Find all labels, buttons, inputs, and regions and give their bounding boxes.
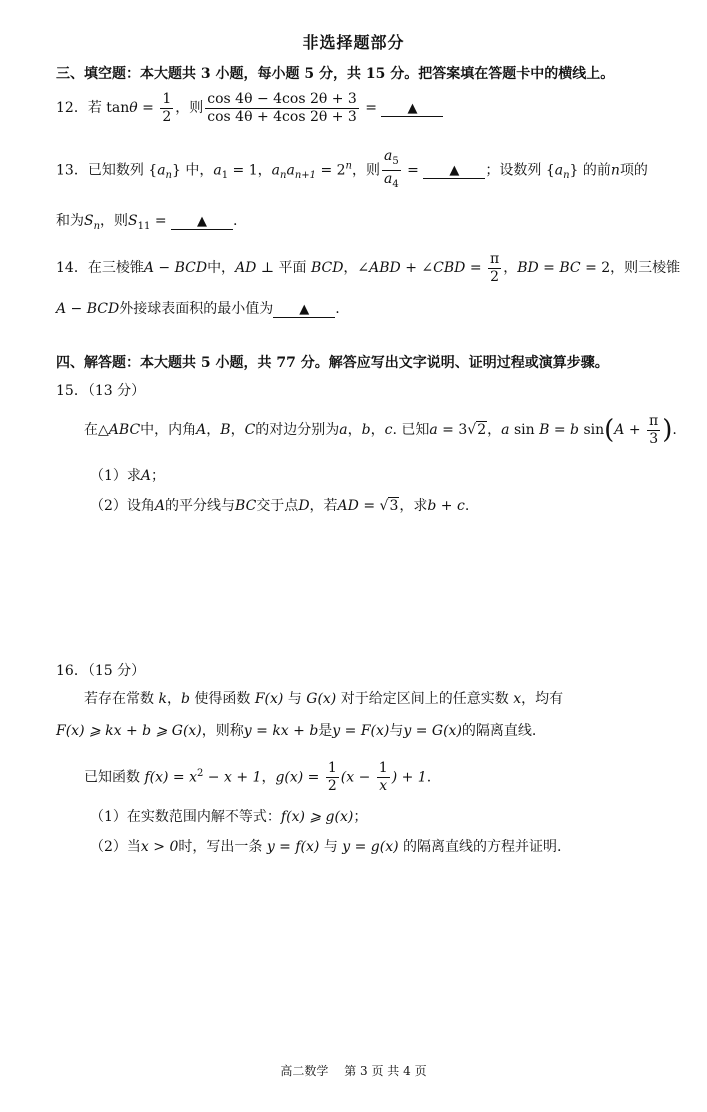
answer-blank-14[interactable] — [273, 302, 335, 318]
question-15-part-1: （1）求A； — [90, 468, 166, 484]
question-16-functions: 已知函数 $f(x) = x^2 - x + 1$，g(x) = $\frac{1}{2}$ (x − $\frac{1}{x}$ ) + 1. — [84, 760, 432, 795]
question-14: 14．在三棱锥A − BCD中，AD ⊥ 平面 BCD，∠ABD + ∠CBD = $\frac{\pi}{2}$ ，BD = BC = 2，则三棱锥 — [56, 250, 681, 285]
question-15-number: 15．（13 分） — [56, 383, 146, 399]
question-13: 13．已知数列 $\{a_n\}$ 中，$a_1 = 1$，$a_na_{n+1} = 2^n$，则 $\frac{a_5}{a_4}$ = ▲ ；设数列 $\{a_n\}$ 的前n项的 — [56, 148, 648, 193]
fraction-one-over-x: $\frac{1}{x}$ — [378, 760, 388, 795]
question-16-line-1: 若存在常数 k，b 使得函数 F(x) 与 G(x) 对于给定区间上的任意实数 x，均有 — [84, 691, 564, 707]
page-footer: 高二数学 第 3 页 共 4 页 — [280, 1064, 427, 1078]
answer-blank-13b[interactable] — [171, 214, 233, 230]
question-16-part-1: （1）在实数范围内解不等式：f(x) ⩾ g(x)； — [90, 809, 368, 825]
sqrt-sign: √ — [379, 498, 389, 514]
left-paren: ( — [604, 415, 615, 445]
section-3-title: 三、填空题：本大题共 3 小题，每小题 5 分，共 15 分。把答案填在答题卡中的横线上。 — [56, 66, 615, 82]
section-4-title: 四、解答题：本大题共 5 小题，共 77 分。解答应写出文字说明、证明过程或演算步骤。 — [56, 355, 609, 371]
triangle-icon: ▲ — [449, 163, 460, 179]
fraction-a5-a4: $\frac{a_5}{a_4}$ — [384, 148, 399, 190]
question-16-number: 16．（15 分） — [56, 663, 146, 679]
sqrt-sign: √ — [467, 422, 477, 438]
answer-blank-12[interactable] — [381, 101, 443, 117]
triangle-icon: ▲ — [299, 302, 310, 317]
question-13-line-2: 和为$S_n$，则$S_{11}$ = ▲ . — [56, 213, 238, 232]
question-16-line-2: F(x) ⩾ kx + b ⩾ G(x)，则称y = kx + b是y = F(x)与y = G(x)的隔离直线. — [56, 723, 537, 739]
question-12: 12．若 tanθ = $\frac{1}{2}$ ，则 $\frac{\cos 4\theta - 4\cos 2\theta + 3}{\cos 4\theta + 4\cos 2\theta + 3}$ = ▲ — [56, 88, 443, 128]
triangle-icon: ▲ — [197, 214, 208, 229]
right-paren: ) — [662, 415, 673, 445]
fraction-pi-2: $\frac{\pi}{2}$ — [490, 250, 500, 285]
triangle-icon: ▲ — [407, 101, 418, 116]
question-14-line-2: A − BCD外接球表面积的最小值为 ▲ . — [56, 301, 340, 317]
fraction-one-half: $\frac{1}{2}$ — [327, 760, 337, 795]
section-heading: 非选择题部分 — [302, 33, 405, 52]
question-16-part-2: （2）当x > 0时，写出一条 y = f(x) 与 y = g(x) 的隔离直线的方程并证明. — [90, 839, 562, 855]
answer-blank-13a[interactable] — [423, 163, 485, 179]
cos-fraction: $\frac{\cos 4\theta - 4\cos 2\theta + 3}{\cos 4\theta + 4\cos 2\theta + 3}$ — [207, 90, 357, 125]
fraction-one-half: $\frac{1}{2}$ — [162, 90, 172, 125]
question-15-part-2: （2）设角A的平分线与BC交于点D，若AD = √3，求b + c. — [90, 498, 470, 514]
question-15-stem: 在△ABC中，内角A，B，C的对边分别为a，b，c. 已知a = 3√2，a sin B = b sin(A + $\frac{\pi}{3}$ ). — [84, 412, 677, 447]
fraction-pi-3: $\frac{\pi}{3}$ — [649, 412, 659, 447]
